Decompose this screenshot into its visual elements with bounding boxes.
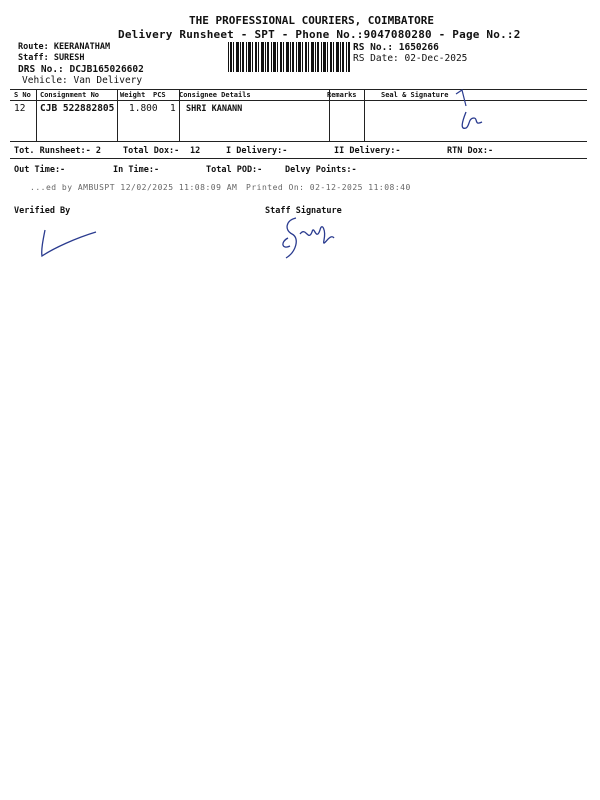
vehicle-label: Vehicle: Van Delivery [22, 75, 143, 86]
row-consignee: SHRI KANANN [186, 104, 243, 114]
rs-number: RS No.: 1650266 [353, 42, 439, 53]
row-weight: 1.800 [129, 103, 158, 114]
table-bottom-border [10, 141, 587, 142]
drs-number: DRS No.: DCJB165026602 [18, 64, 144, 75]
printed-on: Printed On: 02-12-2025 11:08:40 [246, 183, 411, 192]
total-pod: Total POD:- [206, 165, 263, 175]
totals-divider [10, 158, 587, 159]
total-dox-label: Total Dox:- [123, 146, 180, 156]
route-label: Route: KEERANATHAM [18, 42, 111, 52]
runsheet-subtitle: Delivery Runsheet - SPT - Phone No.:9047080280 - Page No.:2 [118, 28, 521, 41]
staff-signature-label: Staff Signature [265, 206, 342, 216]
header-weight: Weight [120, 91, 146, 99]
printed-by: ...ed by AMBUSPT 12/02/2025 11:08:09 AM [30, 183, 238, 192]
row-pcs: 1 [170, 103, 176, 114]
total-dox-value: 12 [190, 146, 201, 156]
rs-date: RS Date: 02-Dec-2025 [353, 53, 468, 64]
header-seal: Seal & Signature [381, 91, 449, 99]
out-time: Out Time:- [14, 165, 66, 175]
header-remarks: Remarks [327, 91, 357, 99]
rtn-dox: RTN Dox:- [447, 146, 494, 156]
i-delivery: I Delivery:- [226, 146, 288, 156]
row-sno: 12 [14, 103, 26, 114]
in-time: In Time:- [113, 165, 160, 175]
verified-by-signature [36, 226, 106, 266]
col-divider [117, 89, 118, 141]
barcode-graphic [228, 42, 350, 72]
row-consignment: CJB 522882805 [40, 103, 115, 114]
ii-delivery: II Delivery:- [334, 146, 401, 156]
header-consignee: Consignee Details [179, 91, 251, 99]
staff-label: Staff: SURESH [18, 53, 85, 63]
col-divider [364, 89, 365, 141]
delvy-points: Delvy Points:- [285, 165, 357, 175]
header-sno: S No [14, 91, 31, 99]
tot-runsheet: Tot. Runsheet:- 2 [14, 146, 101, 156]
header-pcs: PCS [153, 91, 166, 99]
barcode [228, 42, 350, 72]
verified-by-label: Verified By [14, 206, 71, 216]
seal-signature [452, 88, 512, 138]
staff-signature [274, 212, 344, 272]
header-consignment: Consignment No [40, 91, 100, 99]
company-title: THE PROFESSIONAL COURIERS, COIMBATORE [189, 14, 435, 27]
col-divider [36, 89, 37, 141]
